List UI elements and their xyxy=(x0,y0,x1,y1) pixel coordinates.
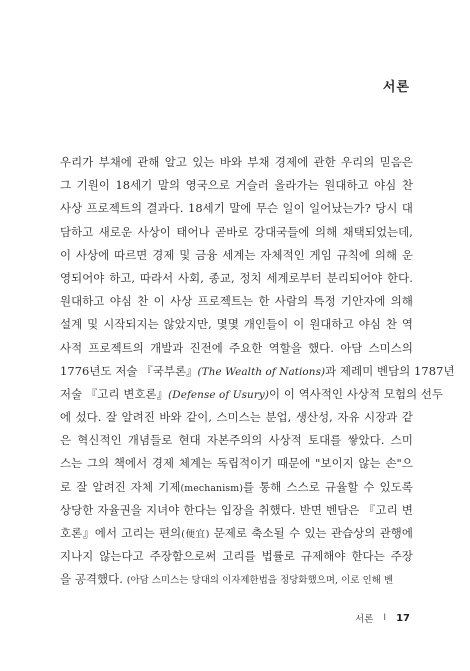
text-segment: 은 혁신적인 개념들로 현대 자본주의의 사상적 토대를 쌓았다. 스미 xyxy=(60,433,413,448)
text-segment: 담하고 새로운 사상이 태어나 곧바로 강대국들에 의해 채택되었는데, xyxy=(60,224,413,239)
text-segment: 설계 및 시작되지는 않았지만, 몇몇 개인들이 이 원대하고 야심 찬 역 xyxy=(60,317,413,332)
text-segment: 원대하고 야심 찬 이 사상 프로젝트는 한 사람의 특정 기안자에 의해 xyxy=(60,294,413,309)
text-segment: (便宜) xyxy=(181,529,210,540)
page-number: 17 xyxy=(396,612,410,624)
text-segment: 영되어야 하고, 따라서 사회, 종교, 정치 세계로부터 분리되어야 한다. xyxy=(60,270,413,285)
text-line xyxy=(60,337,413,360)
text-line xyxy=(60,522,413,545)
text-segment: 문제로 축소될 수 있는 관습상의 관행에 xyxy=(209,526,414,540)
text-segment: 호론』에서 고리는 편의 xyxy=(60,526,182,540)
text-line xyxy=(60,244,413,267)
text-segment: (아담 스미스는 당대의 이자제한법을 정당화했으며, 이로 인해 벤 xyxy=(126,575,394,587)
text-segment: 지나지 않는다고 주장함으로써 고리를 법률로 규제해야 한다는 주장 xyxy=(60,549,413,564)
text-line xyxy=(60,568,413,591)
text-segment: 이 이 역사적인 사상적 모험의 선두 xyxy=(269,386,444,401)
text-line xyxy=(60,545,413,568)
chapter-title: 서론 xyxy=(382,80,410,95)
text-line xyxy=(60,151,413,174)
page-footer xyxy=(355,611,410,625)
text-segment: (mechanism) xyxy=(180,482,243,494)
text-line xyxy=(60,429,413,452)
text-segment: 그 기원이 18세기 말의 영국으로 거슬러 올라가는 원대하고 야심 찬 xyxy=(60,178,413,193)
text-line xyxy=(60,383,444,406)
text-segment: 사적 프로젝트의 개발과 진전에 주요한 역할을 했다. 아담 스미스의 xyxy=(60,340,413,355)
text-line xyxy=(60,406,413,429)
text-line xyxy=(60,476,413,499)
text-segment: 우리가 부채에 관해 알고 있는 바와 부채 경제에 관한 우리의 믿음은 xyxy=(60,155,413,169)
text-line xyxy=(60,267,413,290)
text-segment: 를 통해 스스로 규율할 수 있도록 xyxy=(242,479,413,494)
text-segment: 상당한 자율권을 지녀야 한다는 입장을 취했다. 반면 벤담은 『고리 변 xyxy=(60,502,413,517)
text-line xyxy=(60,360,455,383)
text-line xyxy=(60,174,413,197)
footer-section-label: 서론 xyxy=(355,614,374,625)
text-line xyxy=(60,221,413,244)
body-text xyxy=(60,151,455,592)
text-line xyxy=(60,290,413,313)
text-line xyxy=(60,452,413,475)
text-line xyxy=(60,197,413,220)
text-segment: 이 사상에 따르면 경제 및 금융 세계는 자체적인 게임 규칙에 의해 운 xyxy=(60,247,413,262)
text-segment: (Defense of Usury) xyxy=(168,388,270,401)
text-segment: 에 섰다. 잘 알려진 바와 같이, 스미스는 분업, 생산성, 자유 시장과 같 xyxy=(60,410,413,425)
text-segment: 사상 프로젝트의 결과다. 18세기 말에 무슨 일이 일어났는가? 당시 대 xyxy=(60,201,413,216)
text-segment: 1776년도 저술 『국부론』 xyxy=(60,363,198,378)
text-segment: 로 잘 알려진 자체 기제 xyxy=(60,479,181,494)
text-segment: 과 제레미 벤담의 1787년 xyxy=(325,363,455,378)
text-segment: 스는 그의 책에서 경제 체계는 독립적이기 때문에 "보이지 않는 손"으 xyxy=(60,456,413,471)
text-segment: (The Wealth of Nations) xyxy=(197,365,326,378)
text-line xyxy=(60,499,413,522)
text-line xyxy=(60,313,413,336)
footer-separator: I xyxy=(383,613,387,623)
text-segment: 저술 『고리 변호론』 xyxy=(60,386,169,401)
text-segment: 을 공격했다. xyxy=(60,572,127,587)
